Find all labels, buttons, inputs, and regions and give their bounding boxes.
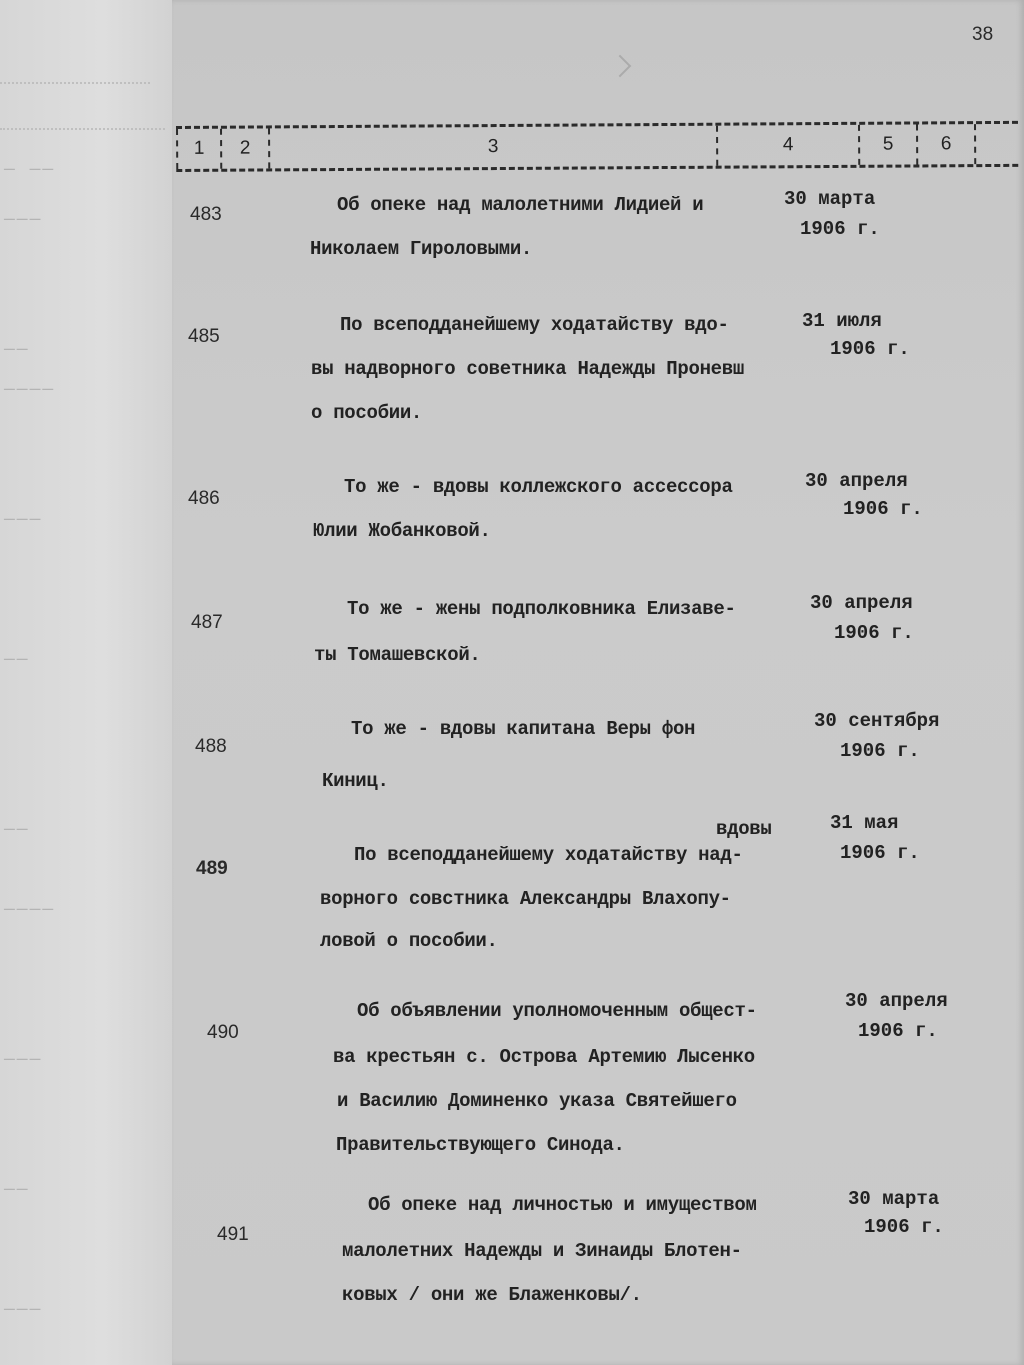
ghost-text: ——— (4, 1050, 43, 1070)
entry-text-line: По всеподданейшему ходатайству вдо- (340, 314, 729, 336)
entry-date-day-month: 30 апреля (810, 592, 913, 614)
entry-text-line: То же - жены подполковника Елизаве- (347, 598, 736, 620)
column-header-1: 1 (176, 129, 220, 169)
ghost-rule (0, 128, 165, 132)
entry-text-line: и Василию Доминенко указа Святейшего (337, 1090, 737, 1112)
entry-date-year: 1906 г. (858, 1020, 938, 1042)
ghost-text: —— (4, 340, 30, 360)
ghost-text: —— (4, 1180, 30, 1200)
entry-text-line: По всеподданейшему ходатайству над- (354, 844, 743, 866)
entry-date-year: 1906 г. (800, 218, 880, 240)
entry-date-day-month: 30 апреля (845, 990, 948, 1012)
entry-text-line: ковых / они же Блаженковы/. (342, 1284, 642, 1306)
entry-text-line: Киниц. (322, 770, 389, 792)
entry-number: 483 (190, 204, 222, 225)
column-header-2: 2 (220, 128, 268, 168)
entry-number: 487 (191, 612, 223, 633)
entry-date-year: 1906 г. (843, 498, 923, 520)
entry-text-line: ловой о пособии. (320, 930, 498, 952)
entry-number: 489 (196, 858, 228, 879)
entry-number: 486 (188, 488, 220, 509)
entry-number: 485 (188, 326, 220, 347)
entry-number: 491 (217, 1224, 249, 1245)
entry-date-day-month: 30 марта (784, 188, 876, 210)
entry-number: 488 (195, 736, 227, 757)
entry-text-line: ва крестьян с. Острова Артемию Лысенко (333, 1046, 755, 1068)
entry-text-line: То же - вдовы коллежского ассессора (344, 476, 733, 498)
ghost-rule (0, 82, 150, 86)
entry-number: 490 (207, 1022, 239, 1043)
ghost-text: ———— (4, 900, 56, 920)
column-header-6: 6 (916, 124, 976, 164)
entry-text-line: малолетних Надежды и Зинаиды Блотен- (342, 1240, 742, 1262)
entry-date-day-month: 31 июля (802, 310, 882, 332)
entry-date-day-month: 30 сентября (814, 710, 940, 732)
ghost-text: —— (4, 820, 30, 840)
entry-text-line: Николаем Гироловыми. (310, 238, 533, 260)
entry-date-day-month: 30 апреля (805, 470, 908, 492)
entry-text-line: Правительствующего Синода. (336, 1134, 625, 1156)
entry-text-line: о пособии. (311, 402, 423, 424)
entry-text-line: То же - вдовы капитана Веры фон (351, 718, 696, 740)
entry-text-line: Об опеке над личностью и имуществом (368, 1194, 757, 1216)
entry-text-line: ворного совстника Александры Влахопу- (320, 888, 731, 910)
entry-text-line: Об опеке над малолетними Лидией и (337, 194, 704, 216)
entry-date-year: 1906 г. (830, 338, 910, 360)
entry-text-insertion: вдовы (716, 818, 772, 840)
page-number: 38 (972, 24, 994, 45)
column-header-5: 5 (858, 124, 916, 164)
ghost-text: ——— (4, 210, 43, 230)
entry-date-year: 1906 г. (864, 1216, 944, 1238)
entry-text-line: ты Томашевской. (314, 644, 481, 666)
ghost-text: ———— (4, 380, 56, 400)
ghost-text: — —— (4, 160, 56, 180)
ghost-text: —— (4, 650, 30, 670)
entry-date-year: 1906 г. (840, 740, 920, 762)
column-header-row (176, 121, 1018, 172)
entry-text-line: Юлии Жобанковой. (313, 520, 491, 542)
pencil-mark (609, 55, 632, 78)
entry-date-day-month: 30 марта (848, 1188, 940, 1210)
entry-date-year: 1906 г. (834, 622, 914, 644)
entry-date-year: 1906 г. (840, 842, 920, 864)
ghost-text: ——— (4, 510, 43, 530)
entry-text-line: вы надворного советника Надежды Проневш (311, 358, 744, 380)
entry-date-day-month: 31 мая (830, 812, 899, 834)
entry-text-line: Об объявлении уполномоченным общест- (357, 1000, 757, 1022)
column-header-3: 3 (268, 126, 716, 169)
column-header-4: 4 (716, 125, 858, 166)
underlying-page-strip (0, 0, 172, 1365)
ghost-text: ——— (4, 1300, 43, 1320)
